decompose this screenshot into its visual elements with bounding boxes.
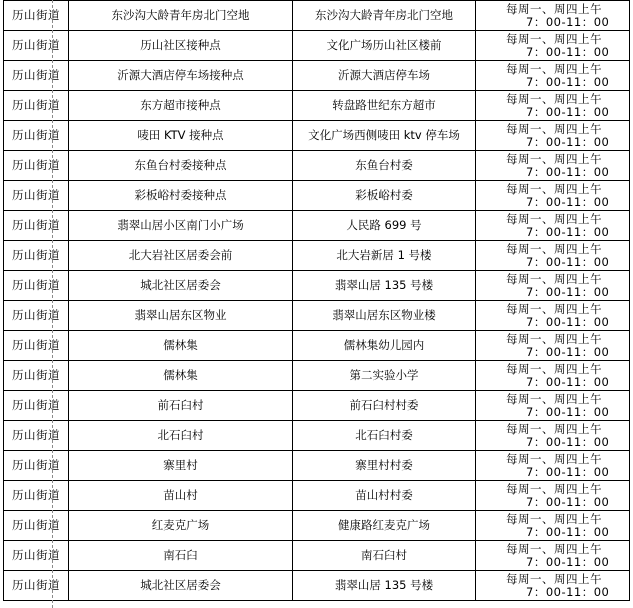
site-address-cell: 彩板峪村委 xyxy=(293,181,476,211)
service-time-cell xyxy=(476,151,630,181)
service-days-text: 每周一、周四上午 xyxy=(506,451,602,466)
service-hours-text: 7：00-11：00 xyxy=(526,344,610,359)
service-time-cell xyxy=(476,1,630,31)
service-hours-text: 7：00-11：00 xyxy=(526,164,610,179)
vaccination-site-table xyxy=(3,0,630,601)
table-row xyxy=(4,511,630,541)
table-row xyxy=(4,211,630,241)
site-address-cell: 寨里村村委 xyxy=(293,451,476,481)
service-time-cell xyxy=(476,91,630,121)
site-name-cell: 北大岩社区居委会前 xyxy=(69,241,293,271)
site-address-cell: 转盘路世纪东方超市 xyxy=(293,91,476,121)
site-address-cell: 文化广场历山社区楼前 xyxy=(293,31,476,61)
street-cell: 历山街道 xyxy=(4,451,69,481)
table-row xyxy=(4,391,630,421)
street-cell: 历山街道 xyxy=(4,481,69,511)
service-hours-text: 7：00-11：00 xyxy=(526,524,610,539)
service-hours-text: 7：00-11：00 xyxy=(526,104,610,119)
service-days-text: 每周一、周四上午 xyxy=(506,541,602,556)
site-address-cell: 翡翠山居 135 号楼 xyxy=(293,571,476,601)
street-cell: 历山街道 xyxy=(4,121,69,151)
site-address-cell: 儒林集幼儿园内 xyxy=(293,331,476,361)
service-time-cell xyxy=(476,31,630,61)
service-days-text: 每周一、周四上午 xyxy=(506,241,602,256)
site-name-cell: 寨里村 xyxy=(69,451,293,481)
service-hours-text: 7：00-11：00 xyxy=(526,434,610,449)
service-hours-text: 7：00-11：00 xyxy=(526,584,610,599)
street-cell: 历山街道 xyxy=(4,301,69,331)
table-row xyxy=(4,61,630,91)
service-time-cell xyxy=(476,241,630,271)
service-hours-text: 7：00-11：00 xyxy=(526,224,610,239)
site-name-cell: 儒林集 xyxy=(69,331,293,361)
table-row xyxy=(4,541,630,571)
service-time-cell xyxy=(476,391,630,421)
service-time-cell xyxy=(476,481,630,511)
street-cell: 历山街道 xyxy=(4,421,69,451)
site-address-cell: 南石臼村 xyxy=(293,541,476,571)
service-days-text: 每周一、周四上午 xyxy=(506,121,602,136)
service-hours-text: 7：00-11：00 xyxy=(526,194,610,209)
service-time-cell xyxy=(476,301,630,331)
service-hours-text: 7：00-11：00 xyxy=(526,494,610,509)
site-name-cell: 彩板峪村委接种点 xyxy=(69,181,293,211)
site-address-cell: 健康路红麦克广场 xyxy=(293,511,476,541)
site-address-cell: 北大岩新居 1 号楼 xyxy=(293,241,476,271)
street-cell: 历山街道 xyxy=(4,571,69,601)
site-name-cell: 城北社区居委会 xyxy=(69,271,293,301)
site-name-cell: 前石臼村 xyxy=(69,391,293,421)
service-hours-text: 7：00-11：00 xyxy=(526,314,610,329)
service-days-text: 每周一、周四上午 xyxy=(506,511,602,526)
site-name-cell: 东沙沟大龄青年房北门空地 xyxy=(69,1,293,31)
service-days-text: 每周一、周四上午 xyxy=(506,331,602,346)
street-cell: 历山街道 xyxy=(4,541,69,571)
site-address-cell: 东鱼台村委 xyxy=(293,151,476,181)
site-address-cell: 沂源大酒店停车场 xyxy=(293,61,476,91)
site-name-cell: 唛田 KTV 接种点 xyxy=(69,121,293,151)
service-days-text: 每周一、周四上午 xyxy=(506,571,602,586)
table-body xyxy=(4,1,630,601)
service-days-text: 每周一、周四上午 xyxy=(506,151,602,166)
service-days-text: 每周一、周四上午 xyxy=(506,361,602,376)
table-row xyxy=(4,121,630,151)
street-cell: 历山街道 xyxy=(4,31,69,61)
table-row xyxy=(4,451,630,481)
table-row xyxy=(4,301,630,331)
service-time-cell xyxy=(476,361,630,391)
street-cell: 历山街道 xyxy=(4,181,69,211)
service-time-cell xyxy=(476,541,630,571)
site-address-cell: 翡翠山居东区物业楼 xyxy=(293,301,476,331)
street-cell: 历山街道 xyxy=(4,271,69,301)
service-time-cell xyxy=(476,271,630,301)
service-time-cell xyxy=(476,61,630,91)
street-cell: 历山街道 xyxy=(4,151,69,181)
site-name-cell: 城北社区居委会 xyxy=(69,571,293,601)
site-name-cell: 南石臼 xyxy=(69,541,293,571)
service-hours-text: 7：00-11：00 xyxy=(526,254,610,269)
site-address-cell: 文化广场西侧唛田 ktv 停车场 xyxy=(293,121,476,151)
table-row xyxy=(4,481,630,511)
site-name-cell: 东方超市接种点 xyxy=(69,91,293,121)
table-row xyxy=(4,241,630,271)
street-cell: 历山街道 xyxy=(4,361,69,391)
service-hours-text: 7：00-11：00 xyxy=(526,134,610,149)
table-row xyxy=(4,31,630,61)
street-cell: 历山街道 xyxy=(4,91,69,121)
service-time-cell xyxy=(476,451,630,481)
table-row xyxy=(4,181,630,211)
service-time-cell xyxy=(476,121,630,151)
site-name-cell: 东鱼台村委接种点 xyxy=(69,151,293,181)
table-row xyxy=(4,271,630,301)
service-days-text: 每周一、周四上午 xyxy=(506,61,602,76)
service-time-cell xyxy=(476,511,630,541)
street-cell: 历山街道 xyxy=(4,331,69,361)
service-hours-text: 7：00-11：00 xyxy=(526,374,610,389)
service-days-text: 每周一、周四上午 xyxy=(506,301,602,316)
table-row xyxy=(4,1,630,31)
table-row xyxy=(4,571,630,601)
service-hours-text: 7：00-11：00 xyxy=(526,14,610,29)
service-days-text: 每周一、周四上午 xyxy=(506,31,602,46)
site-address-cell: 北石臼村委 xyxy=(293,421,476,451)
service-days-text: 每周一、周四上午 xyxy=(506,391,602,406)
service-hours-text: 7：00-11：00 xyxy=(526,44,610,59)
street-cell: 历山街道 xyxy=(4,391,69,421)
site-address-cell: 人民路 699 号 xyxy=(293,211,476,241)
site-address-cell: 苗山村村委 xyxy=(293,481,476,511)
street-cell: 历山街道 xyxy=(4,211,69,241)
site-name-cell: 翡翠山居小区南门小广场 xyxy=(69,211,293,241)
service-time-cell xyxy=(476,571,630,601)
street-cell: 历山街道 xyxy=(4,241,69,271)
site-address-cell: 东沙沟大龄青年房北门空地 xyxy=(293,1,476,31)
table-row xyxy=(4,361,630,391)
street-cell: 历山街道 xyxy=(4,511,69,541)
service-hours-text: 7：00-11：00 xyxy=(526,464,610,479)
site-address-cell: 翡翠山居 135 号楼 xyxy=(293,271,476,301)
service-time-cell xyxy=(476,331,630,361)
site-name-cell: 儒林集 xyxy=(69,361,293,391)
service-days-text: 每周一、周四上午 xyxy=(506,271,602,286)
table-row xyxy=(4,331,630,361)
table-row xyxy=(4,151,630,181)
service-days-text: 每周一、周四上午 xyxy=(506,1,602,16)
site-name-cell: 翡翠山居东区物业 xyxy=(69,301,293,331)
service-days-text: 每周一、周四上午 xyxy=(506,181,602,196)
service-time-cell xyxy=(476,211,630,241)
table-row xyxy=(4,421,630,451)
site-address-cell: 第二实验小学 xyxy=(293,361,476,391)
site-name-cell: 北石臼村 xyxy=(69,421,293,451)
service-hours-text: 7：00-11：00 xyxy=(526,284,610,299)
service-hours-text: 7：00-11：00 xyxy=(526,554,610,569)
service-days-text: 每周一、周四上午 xyxy=(506,421,602,436)
service-time-cell xyxy=(476,421,630,451)
table-row xyxy=(4,91,630,121)
site-address-cell: 前石臼村村委 xyxy=(293,391,476,421)
site-name-cell: 苗山村 xyxy=(69,481,293,511)
service-hours-text: 7：00-11：00 xyxy=(526,74,610,89)
street-cell: 历山街道 xyxy=(4,61,69,91)
service-days-text: 每周一、周四上午 xyxy=(506,91,602,106)
service-time-cell xyxy=(476,181,630,211)
service-days-text: 每周一、周四上午 xyxy=(506,481,602,496)
service-days-text: 每周一、周四上午 xyxy=(506,211,602,226)
service-hours-text: 7：00-11：00 xyxy=(526,404,610,419)
site-name-cell: 沂源大酒店停车场接种点 xyxy=(69,61,293,91)
street-cell: 历山街道 xyxy=(4,1,69,31)
site-name-cell: 历山社区接种点 xyxy=(69,31,293,61)
site-name-cell: 红麦克广场 xyxy=(69,511,293,541)
